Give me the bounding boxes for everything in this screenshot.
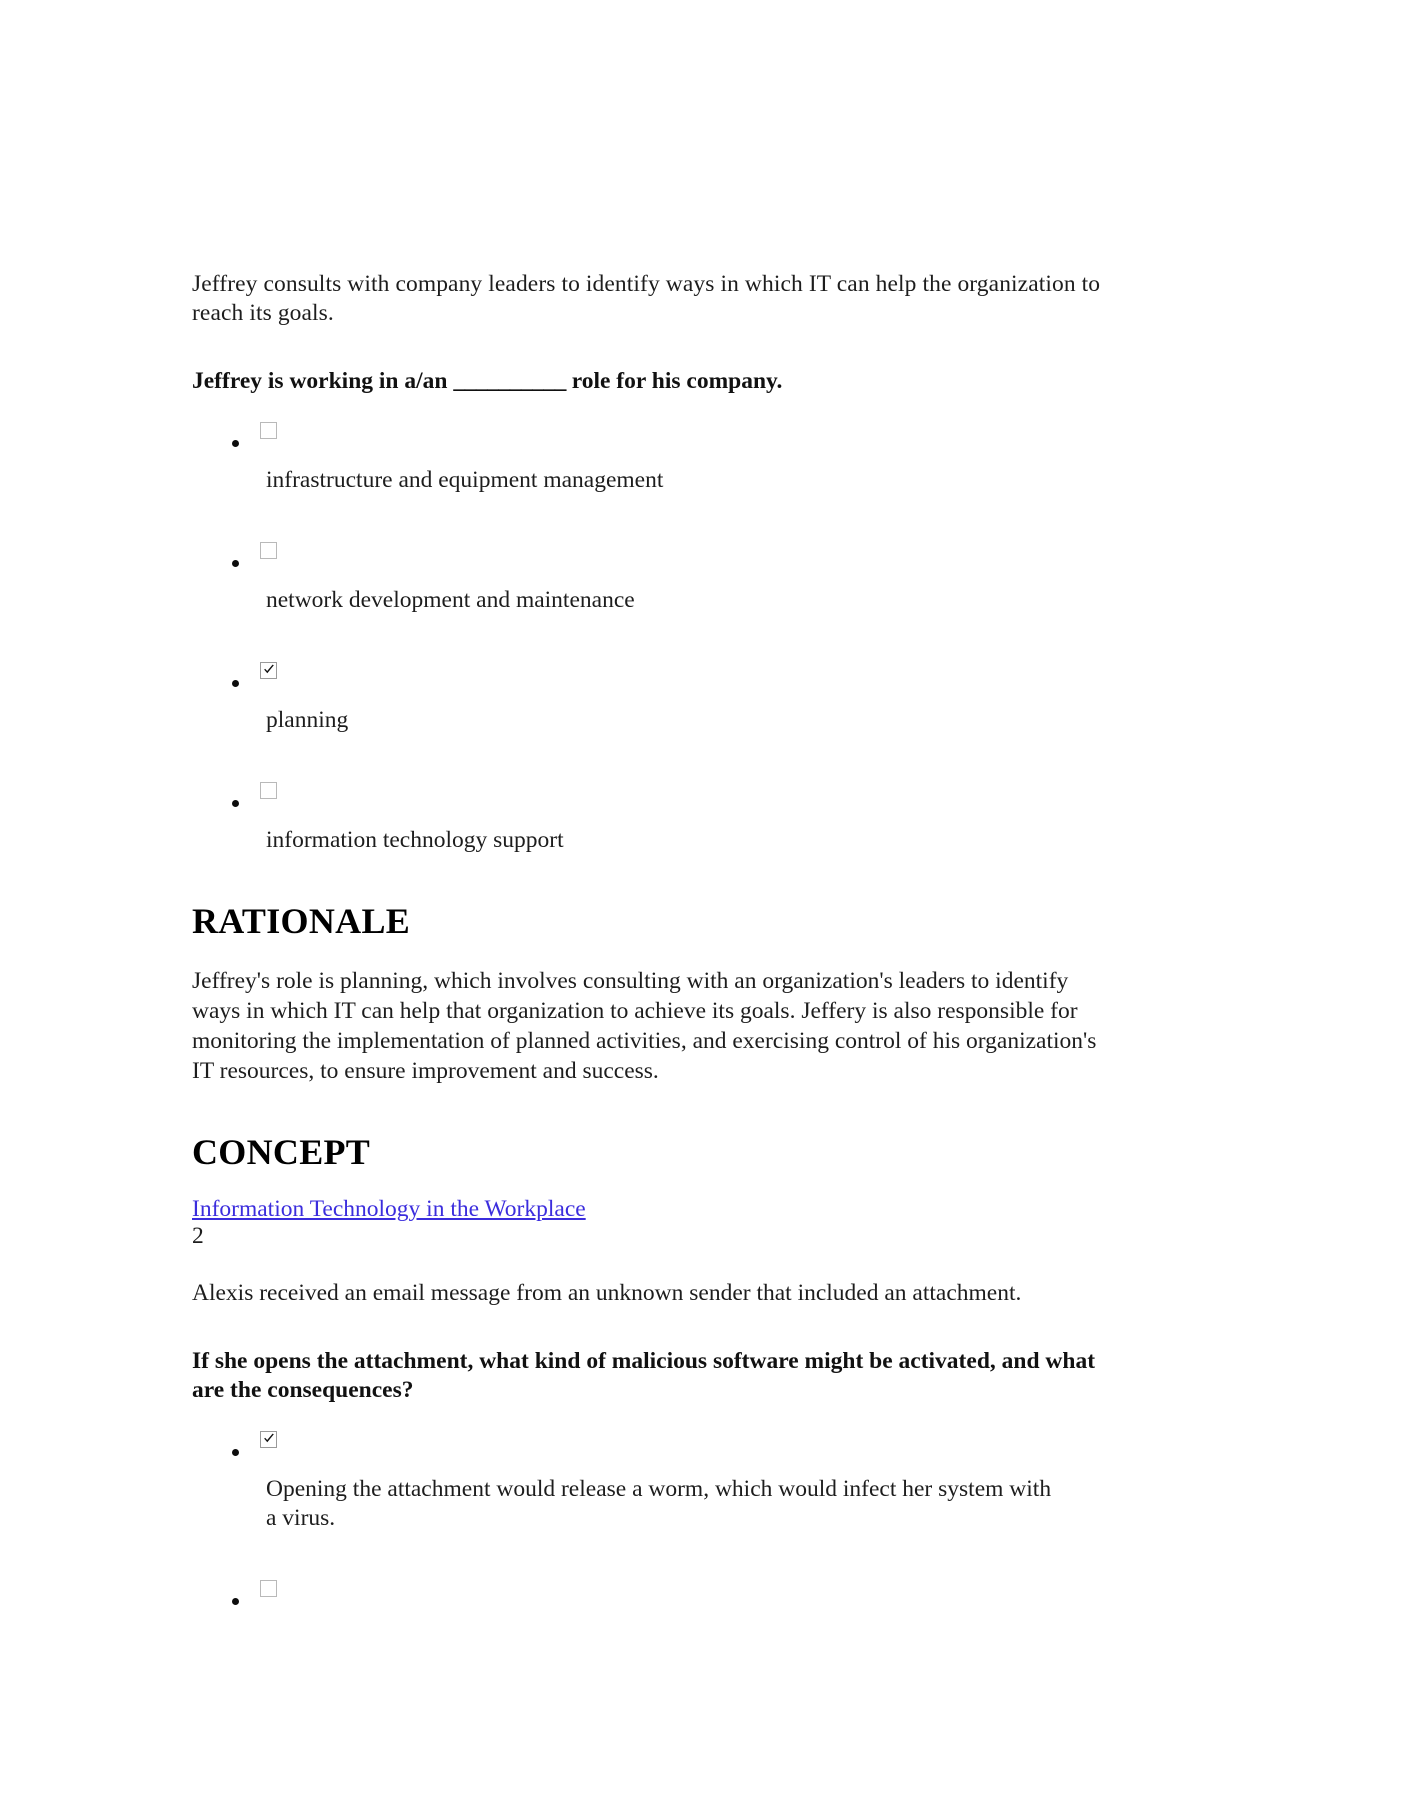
option-label: information technology support	[266, 827, 564, 853]
question-1-blank: __________	[453, 368, 566, 394]
bullet-icon	[232, 800, 239, 807]
option-label: infrastructure and equipment management	[266, 467, 664, 493]
question-2-block	[192, 1249, 1122, 1624]
question-2-prompt-line-1: If she opens the attachment, what kind of malicious software might be activated, and what	[192, 1348, 1096, 1374]
concept-link[interactable]: Information Technology in the Workplace	[192, 1196, 586, 1222]
unchecked-checkbox-icon[interactable]	[260, 542, 277, 559]
bullet-icon	[232, 1598, 239, 1605]
option-label: Opening the attachment would release a worm, which would infect her system with a virus.	[266, 1476, 1052, 1531]
question-2-option-list	[192, 1431, 1122, 1624]
question-1-prompt	[192, 367, 1122, 396]
question-1-option-list	[192, 422, 1122, 855]
question-2-stem: Alexis received an email message from an unknown sender that included an attachment.	[192, 1280, 1022, 1306]
option-item[interactable]	[192, 782, 1122, 855]
option-item[interactable]	[192, 422, 1122, 495]
unchecked-checkbox-icon[interactable]	[260, 782, 277, 799]
question-2-number: 2	[192, 1223, 204, 1249]
option-item-selected[interactable]	[192, 662, 1122, 735]
rationale-heading: RATIONALE	[192, 901, 411, 941]
question-1-block	[192, 270, 1122, 1249]
bullet-icon	[232, 560, 239, 567]
checked-checkbox-icon[interactable]	[260, 1431, 277, 1448]
question-2-prompt	[192, 1347, 1122, 1405]
question-1-prompt-after-blank: role for his company.	[571, 368, 783, 394]
option-item-selected[interactable]	[192, 1431, 1122, 1533]
bullet-icon	[232, 440, 239, 447]
checkmark-icon	[263, 664, 275, 676]
checked-checkbox-icon[interactable]	[260, 662, 277, 679]
spacer	[192, 1173, 1122, 1195]
option-item[interactable]	[192, 1580, 1122, 1624]
question-1-stem	[192, 270, 1122, 328]
option-label	[266, 1580, 1066, 1624]
option-item[interactable]	[192, 542, 1122, 615]
unchecked-checkbox-icon[interactable]	[260, 1580, 277, 1597]
document-content	[192, 270, 1122, 1624]
concept-heading: CONCEPT	[192, 1132, 371, 1172]
rationale-text: Jeffrey's role is planning, which involves consulting with an organization's leaders to identify ways in which IT can help that organization to achieve its goals. Jeffery is also responsible for monitoring the implementation of planned activities, and exercising control of his organization's IT resources, to ensure improvement and success.	[192, 968, 1097, 1084]
bullet-icon	[232, 1449, 239, 1456]
bullet-icon	[232, 680, 239, 687]
unchecked-checkbox-icon[interactable]	[260, 422, 277, 439]
spacer	[192, 1249, 1122, 1279]
question-1-prompt-before-blank: Jeffrey is working in a/an	[192, 368, 448, 394]
question-1-stem-line-1: Jeffrey consults with company leaders to identify ways in which IT can help the organization to	[192, 271, 1101, 297]
option-label: planning	[266, 707, 349, 733]
question-2-prompt-line-2: are the consequences?	[192, 1377, 414, 1403]
option-label: network development and maintenance	[266, 587, 635, 613]
checkmark-icon	[263, 1433, 275, 1445]
question-1-stem-line-2: reach its goals.	[192, 300, 334, 326]
